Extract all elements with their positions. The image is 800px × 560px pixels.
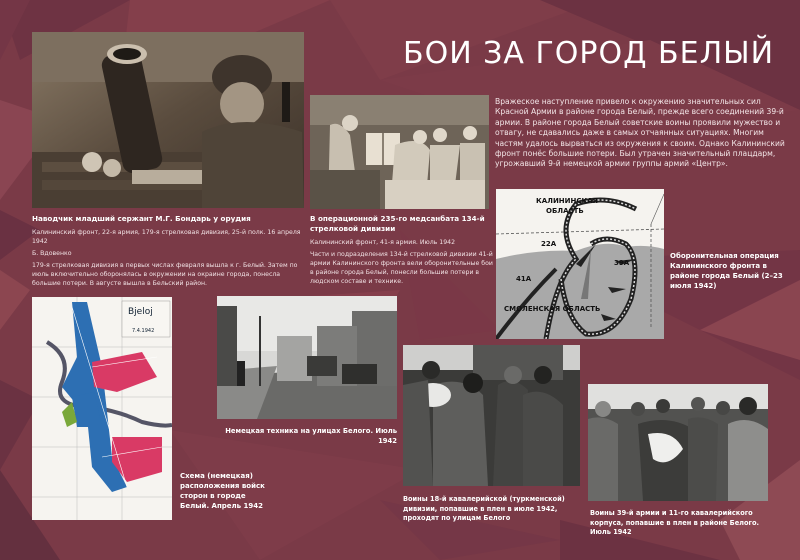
city-map-image [32,297,172,520]
prisoners-cavalry-image [403,345,580,486]
medsanbat-image [310,95,489,209]
caption-medsanbat-text: Части и подразделения 134-й стрелковой дивизии 41-й армии Калининского фронта вели оборонительные бои в районе города Белый, понесли большие потери в людском составе и технике. [310,251,493,285]
map-label-41a: 41А [516,275,532,283]
photo-prisoners-cavalry [403,345,580,486]
caption-prisoners-39: Воины 39-й армии и 11-го кавалерийского корпуса, попавшие в плен в районе Белого. Июль 1942 [590,509,760,536]
map-label-kalinin: КАЛИНИНСКАЯ [536,197,599,205]
street-image [217,296,397,419]
caption-medsanbat-source: Калининский фронт, 41-я армия. Июль 1942 [310,239,456,246]
city-map-date: 7.4.1942 [132,328,155,334]
mortar-gunner-image [32,32,304,208]
photo-medsanbat [310,95,489,209]
caption-mortar [32,214,304,291]
city-map-title: Bjeloj [128,307,153,317]
caption-operation-map: Оборонительная операция Калининского фронта в районе города Белый (2–23 июля 1942) [670,252,783,290]
photo-mortar-gunner [32,32,304,208]
photo-prisoners-39 [588,384,768,501]
operation-map-image [496,189,664,339]
svg-text:ОБЛАСТЬ: ОБЛАСТЬ [546,207,584,215]
map-label-22a: 22А [541,240,557,248]
caption-medsanbat-title: В операционной 235-го медсанбата 134-й стрелковой дивизии [310,214,485,233]
page-title: БОИ ЗА ГОРОД БЕЛЫЙ [403,36,775,71]
caption-street: Немецкая техника на улицах Белого. Июль 1942 [225,427,397,445]
map-label-39a: 39А [614,259,630,267]
city-map [32,297,172,520]
caption-mortar-title: Наводчик младший сержант М.Г. Бондарь у орудия [32,214,251,223]
prisoners-39-image [588,384,768,501]
caption-mortar-source: Калининский фронт, 22-я армия, 179-я стрелковая дивизия, 25-й полк. 16 апреля 1942 [32,229,301,245]
caption-mortar-author: Б. Вдовенко [32,250,72,257]
photo-street [217,296,397,419]
operation-map [496,189,664,339]
intro-paragraph: Вражеское наступление привело к окружению значительных сил Красной Армии в районе города Белый, прежде всего соединений 39-й армии. В районе города Белый советские воины проявили мужество и отвагу, не сдавались даже в самых отчаянных ситуациях. Многим частям удалось вырваться из окружения к своим. Однако Калининский фронт понёс большие потери. Был утрачен значительный плацдарм, угрожавший 9-й немецкой армии группы армий «Центр». [495,97,785,169]
caption-city-map: Схема (немецкая) расположения войск сторон в городе Белый. Апрель 1942 [180,472,265,510]
map-label-smolensk: СМОЛЕНСКАЯ ОБЛАСТЬ [504,305,601,313]
caption-prisoners-cavalry: Воины 18-й кавалерийской (туркменской) дивизии, попавшие в плен в июле 1942, проходят по улицам Белого [403,495,565,522]
caption-mortar-text: 179-я стрелковая дивизия в первых числах февраля вышла к г. Белый. Затем по июль включительно оборонялась в окружении на окраине города, понесла большие потери. В августе вышла в Бельский район. [32,262,298,287]
caption-medsanbat [310,214,494,289]
